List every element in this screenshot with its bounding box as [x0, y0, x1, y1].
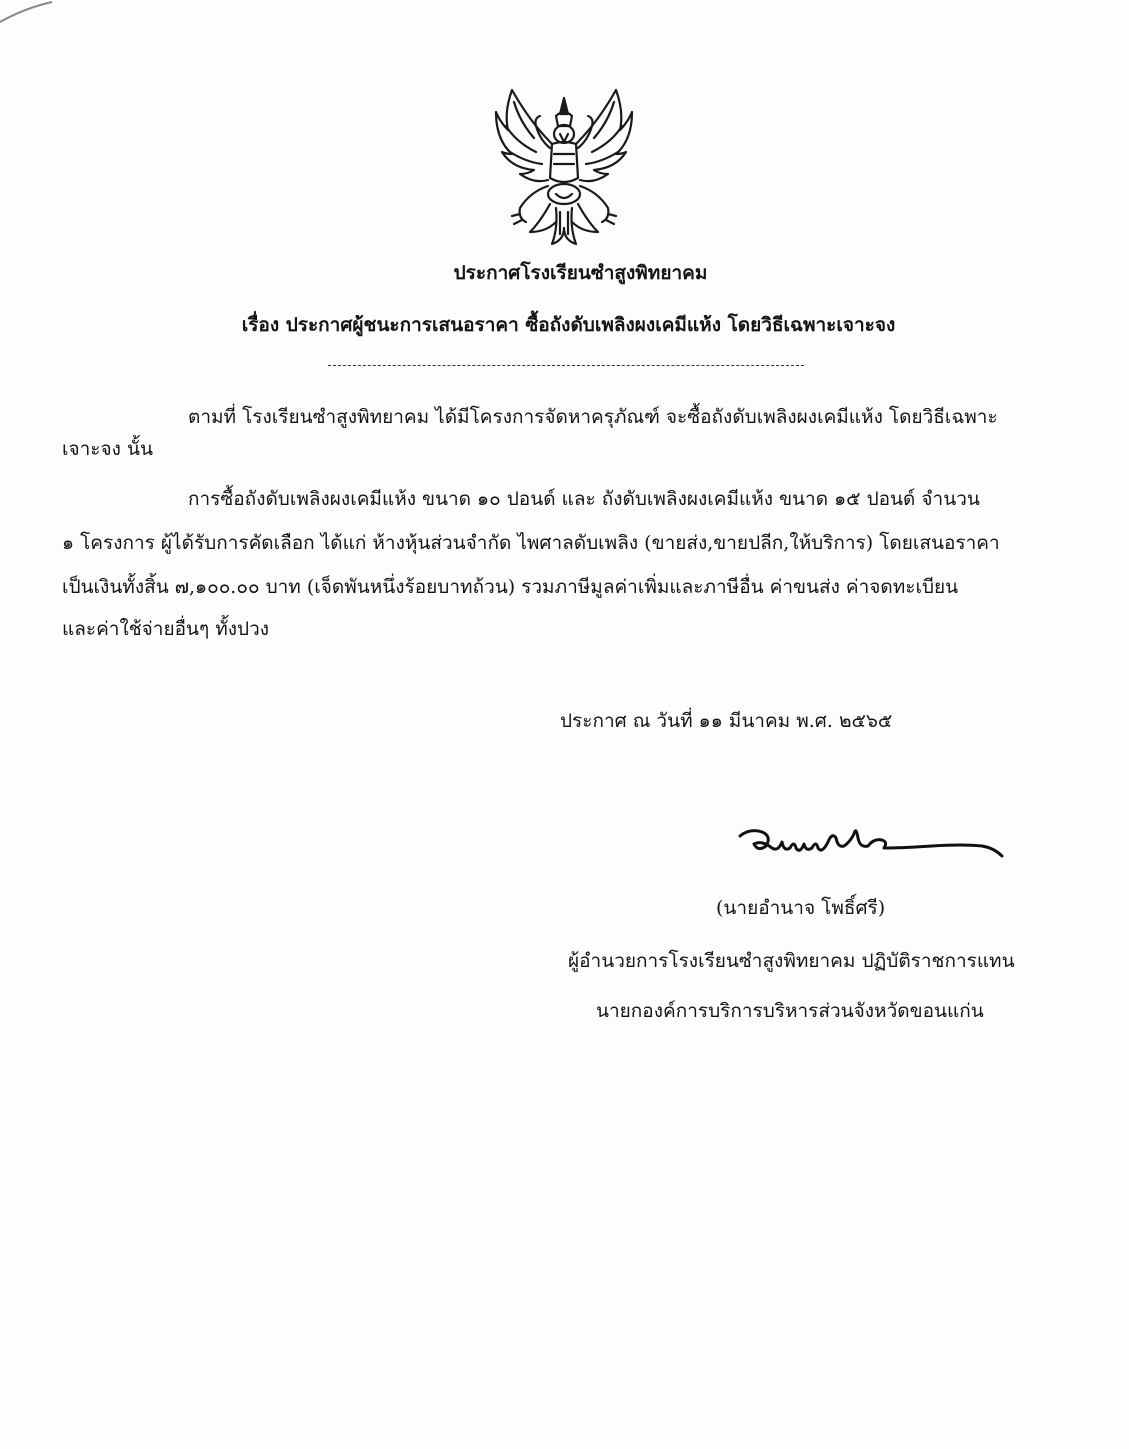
paragraph-2-line-2: ๑ โครงการ ผู้ได้รับการคัดเลือก ได้แก่ ห้างหุ้นส่วนจำกัด ไพศาลดับเพลิง (ขายส่ง,ขายปลีก,ให้บริการ) โดยเสนอราคา: [62, 532, 1000, 554]
scan-corner-mark: [0, 0, 60, 30]
announcement-date: ประกาศ ณ วันที่ ๑๑ มีนาคม พ.ศ. ๒๕๖๕: [560, 710, 893, 732]
signatory-position-line-1: ผู้อำนวยการโรงเรียนซำสูงพิทยาคม ปฏิบัติราชการแทน: [568, 950, 1015, 972]
paragraph-2-line-1: การซื้อถังดับเพลิงผงเคมีแห้ง ขนาด ๑๐ ปอนด์ และ ถังดับเพลิงผงเคมีแห้ง ขนาด ๑๕ ปอนด์ จำนวน: [188, 488, 980, 510]
paragraph-1-line-2: เจาะจง นั้น: [62, 438, 153, 460]
announcement-subject: เรื่อง ประกาศผู้ชนะการเสนอราคา ซื้อถังดับเพลิงผงเคมีแห้ง โดยวิธีเฉพาะเจาะจง: [241, 314, 896, 336]
paragraph-2-line-4: และค่าใช้จ่ายอื่นๆ ทั้งปวง: [62, 618, 270, 640]
signature: [732, 818, 1012, 868]
paragraph-2-line-3: เป็นเงินทั้งสิ้น ๗,๑๐๐.๐๐ บาท (เจ็ดพันหนึ่งร้อยบาทถ้วน) รวมภาษีมูลค่าเพิ่มและภาษีอื่น ค่าขนส่ง ค่าจดทะเบียน: [62, 576, 959, 598]
garuda-emblem-icon: [490, 82, 638, 252]
paragraph-1-line-1: ตามที่ โรงเรียนซำสูงพิทยาคม ได้มีโครงการจัดหาครุภัณฑ์ จะซื้อถังดับเพลิงผงเคมีแห้ง โดยวิธีเฉพาะ: [188, 406, 998, 428]
signatory-name: (นายอำนาจ โพธิ์ศรี): [716, 897, 886, 919]
announcement-title: ประกาศโรงเรียนซำสูงพิทยาคม: [453, 262, 708, 284]
signatory-position-line-2: นายกองค์การบริการบริหารส่วนจังหวัดขอนแก่น: [596, 1000, 984, 1022]
dashed-divider: [328, 365, 804, 366]
